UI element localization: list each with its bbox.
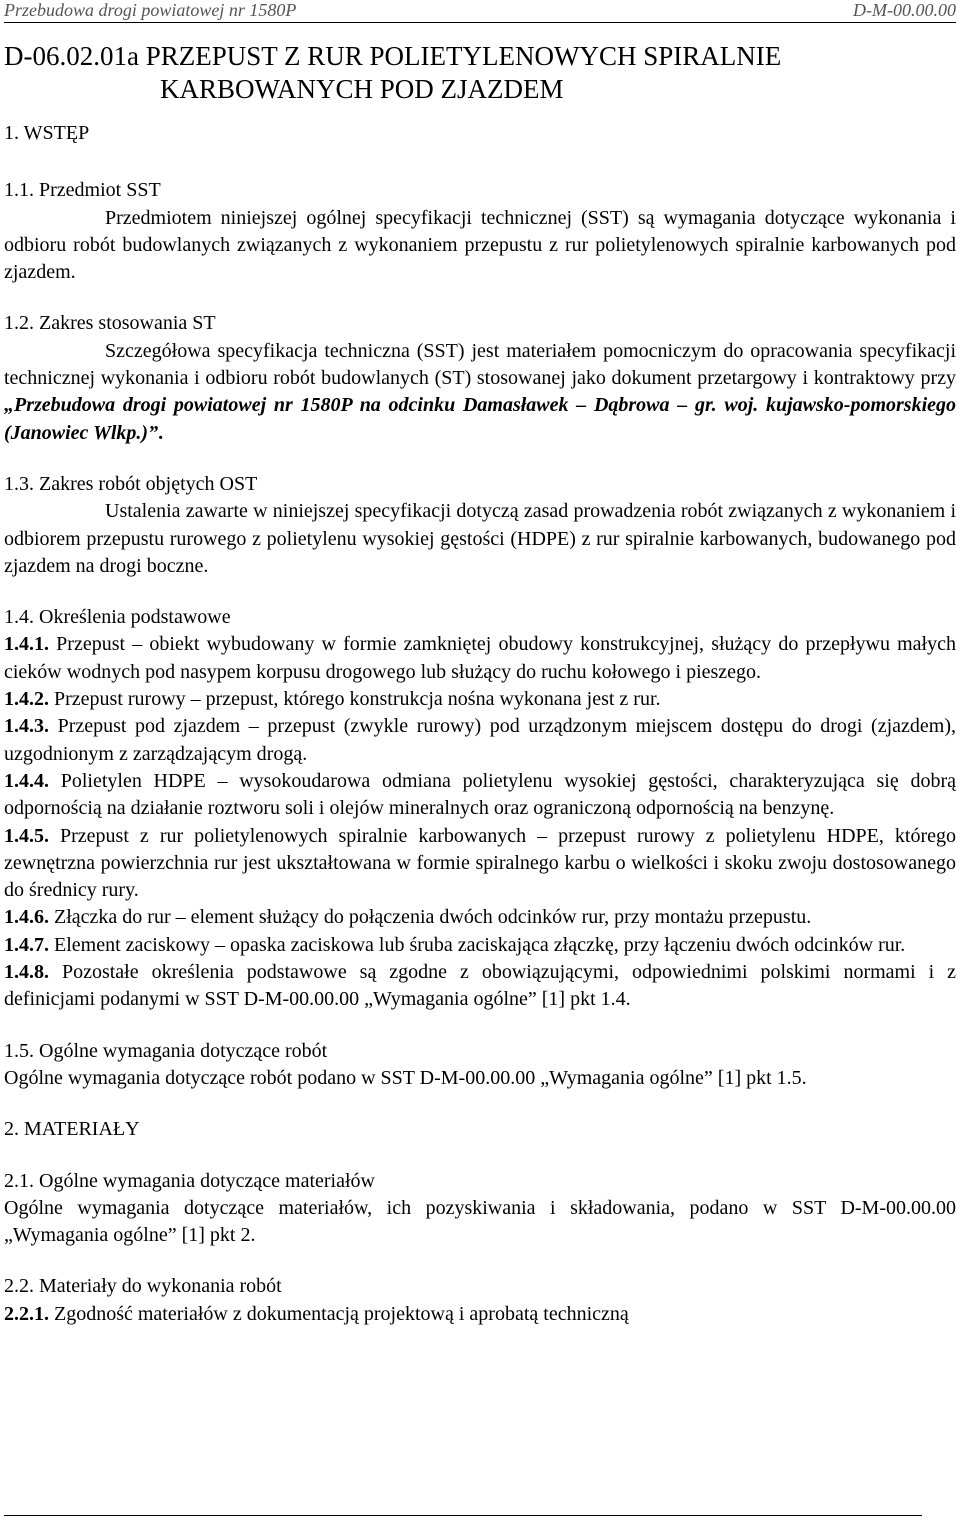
section-2-1-heading: 2.1. Ogólne wymagania dotyczące materiałów (4, 1169, 375, 1192)
section-1-5-heading: 1.5. Ogólne wymagania dotyczące robót (4, 1039, 328, 1062)
definition-item: 1.4.8. Pozostałe określenia podstawowe są zgodne z obowiązującymi, odpowiednimi polskimi normami i z definicjami podanymi w SST D-M-00.00.00 „Wymagania ogólne” [1] pkt 1.4. (4, 961, 956, 1011)
section-2-heading: 2. MATERIAŁY (4, 1118, 140, 1141)
project-name: „Przebudowa drogi powiatowej nr 1580P na odcinku Damasławek – Dąbrowa – gr. woj. kujawsko-pomorskiego (Janowiec Wlkp.)” (4, 394, 956, 444)
page-header (4, 0, 956, 23)
document-body (4, 40, 956, 1328)
header-project-title: Przebudowa drogi powiatowej nr 1580P (4, 0, 297, 20)
definition-item: 1.4.4. Polietylen HDPE – wysokoudarowa odmiana polietylenu wysokiej gęstości, charakteryzująca się dobrą odpornością na działanie roztworu soli i olejów mineralnych oraz ograniczoną odpornością na benzynę. (4, 769, 956, 820)
definition-item: 1.4.7. Element zaciskowy – opaska zaciskowa lub śruba zaciskająca złączkę, przy łączeniu dwóch odcinków rur. (4, 933, 906, 956)
section-2-1-body: Ogólne wymagania dotyczące materiałów, ich pozyskiwania i składowania, podano w SST D-M-00.00.00 „Wymagania ogólne” [1] pkt 2. (4, 1196, 956, 1247)
section-2-2-heading: 2.2. Materiały do wykonania robót (4, 1275, 282, 1298)
section-1-2-body: Szczegółowa specyfikacja techniczna (SST) jest materiałem pomocniczym do opracowania specyfikacji technicznej wykonania i odbioru robót budowlanych (ST) stosowanej jako dokument przetargowy i kontraktowy przy „Przebudowa drogi powiatowej nr 1580P na odcinku Damasławek – Dąbrowa – gr. woj. kujawsko-pomorskiego (Janowiec Wlkp.)”. (4, 339, 956, 444)
section-1-3-body: Ustalenia zawarte w niniejszej specyfikacji dotyczą zasad prowadzenia robót związanych z wykonaniem i odbiorem przepustu rurowego z polietylenu wysokiej gęstości (HDPE) z rur spiralnie karbowanych, budowanego pod zjazdem na drogi boczne. (4, 500, 956, 577)
spec-title-line-2: KARBOWANYCH POD ZJAZDEM (160, 74, 564, 104)
definition-item: 1.4.1. Przepust – obiekt wybudowany w formie zamkniętej obudowy konstrukcyjnej, służący do przepływu małych cieków wodnych pod nasypem korpusu drogowego lub służący do ruchu kołowego i pieszego. (4, 633, 956, 683)
section-1-2-heading: 1.2. Zakres stosowania ST (4, 312, 216, 335)
section-1-1-heading: 1.1. Przedmiot SST (4, 179, 161, 202)
section-1-3-heading: 1.3. Zakres robót objętych OST (4, 472, 258, 495)
header-spec-code: D-M-00.00.00 (853, 0, 956, 20)
spec-title (4, 40, 956, 106)
section-1-4-heading: 1.4. Określenia podstawowe (4, 606, 231, 629)
definition-item: 1.4.6. Złączka do rur – element służący do połączenia dwóch odcinków rur, przy montażu przepustu. (4, 906, 812, 929)
section-1-heading: 1. WSTĘP (4, 122, 90, 144)
section-2-2-1-line: 2.2.1. Zgodność materiałów z dokumentacją projektową i aprobatą techniczną (4, 1302, 629, 1325)
definition-item: 1.4.3. Przepust pod zjazdem – przepust (zwykle rurowy) pod urządzonym miejscem dostępu do drogi (zjazdem), uzgodnionym z zarządzającym drogą. (4, 715, 956, 765)
section-1-5-body: Ogólne wymagania dotyczące robót podano w SST D-M-00.00.00 „Wymagania ogólne” [1] pkt 1.5. (4, 1066, 807, 1089)
definition-item: 1.4.2. Przepust rurowy – przepust, którego konstrukcja nośna wykonana jest z rur. (4, 688, 661, 711)
definition-item: 1.4.5. Przepust z rur polietylenowych spiralnie karbowanych – przepust rurowy z polietylenu HDPE, którego zewnętrzna powierzchnia rur jest ukształtowana w formie spiralnego karbu o wielkości i skoku zwoju dostosowanego do średnicy rury. (4, 824, 956, 902)
footer-rule (4, 1515, 922, 1516)
section-1-1-body: Przedmiotem niniejszej ogólnej specyfikacji technicznej (SST) są wymagania dotyczące wykonania i odbioru robót budowlanych związanych z wykonaniem przepustu z rur polietylenowych spiralnie karbowanych pod zjazdem. (4, 206, 956, 284)
spec-title-line-1: D-06.02.01a PRZEPUST Z RUR POLIETYLENOWYCH SPIRALNIE (4, 41, 782, 71)
